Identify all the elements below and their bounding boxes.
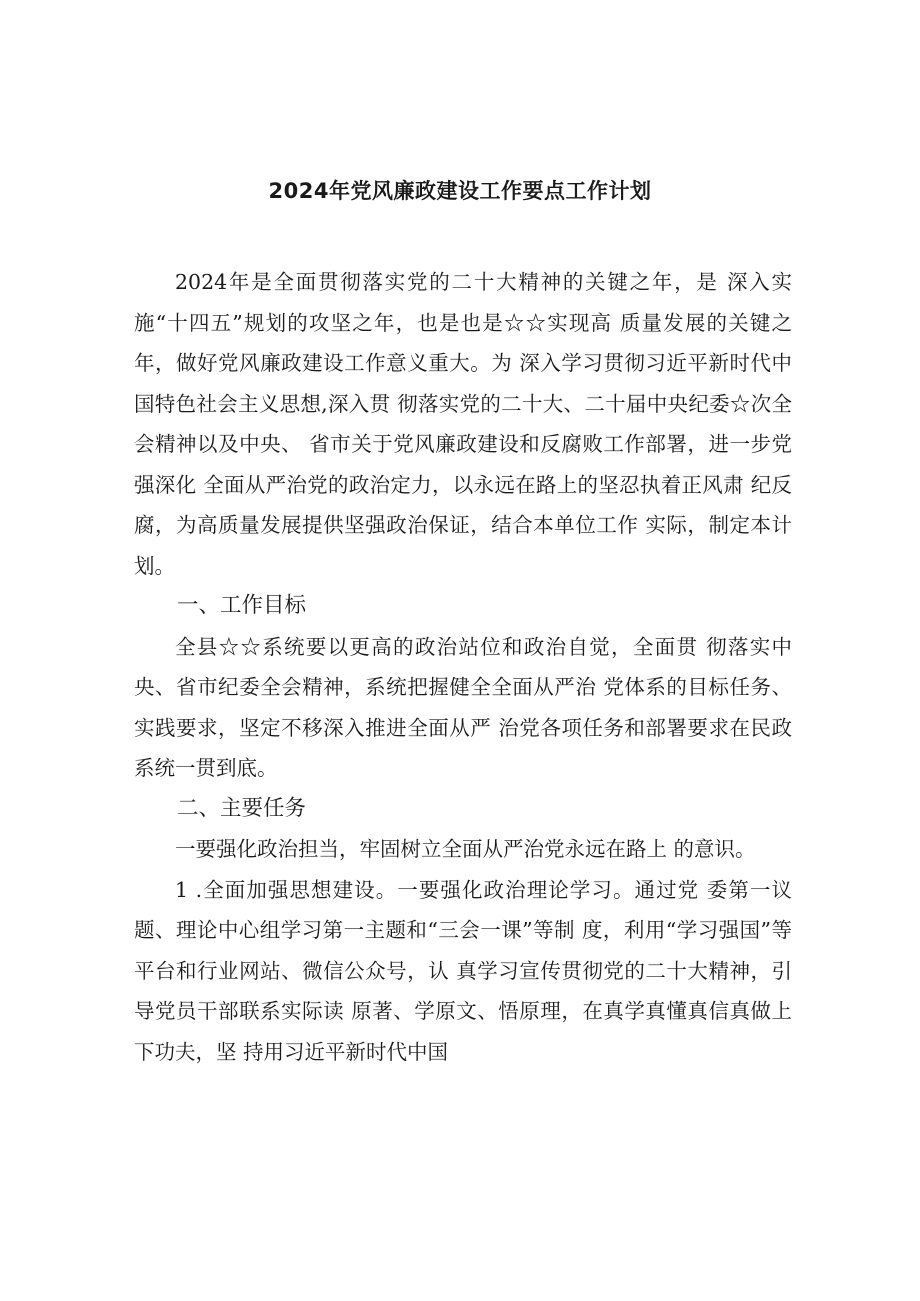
tasks-paragraph-1: 一要强化政治担当，牢固树立全面从严治党永远在路上 的意识。 bbox=[175, 837, 756, 861]
intro-paragraph: 2024年是全面贯彻落实党的二十大精神的关键之年，是 深入实施“十四五”规划的攻坚之年，也是也是☆☆实现高 质量发展的关键之年，做好党风廉政建设工作意义重大。为 深入学习贯彻习近平新时代中国特色社会主义思想,深入贯 彻落实党的二十大、二十届中央纪委☆次全会精神以及中央、 省市关于党风廉政建设和反腐败工作部署，进一步党强深化 全面从严治党的政治定力，以永远在路上的坚忍执着正风肃 纪反腐，为高质量发展提供坚强政治保证，结合本单位工作 实际，制定本计划。 bbox=[134, 270, 792, 578]
section-heading-tasks: 二、主要任务 bbox=[177, 795, 307, 821]
document-body bbox=[134, 262, 792, 1072]
goals-paragraph: 全县☆☆系统要以更高的政治站位和政治自觉，全面贯 彻落实中央、省市纪委全会精神，系统把握健全全面从严治 党体系的目标任务、实践要求，坚定不移深入推进全面从严 治党各项任务和部署要求在民政系统一贯到底。 bbox=[134, 634, 792, 780]
tasks-paragraph-2: 1 .全面加强思想建设。一要强化政治理论学习。通过党 委第一议题、理论中心组学习第一主题和“三会一课”等制 度，利用“学习强国”等平台和行业网站、微信公众号，认 真学习宣传贯彻党的二十大精神，引导党员干部联系实际读 原著、学原文、悟原理，在真学真懂真信真做上下功夫，坚 持用习近平新时代中国 bbox=[134, 877, 792, 1064]
document-title: 2024年党风廉政建设工作要点工作计划 bbox=[268, 179, 652, 203]
section-heading-goals: 一、工作目标 bbox=[177, 593, 307, 618]
